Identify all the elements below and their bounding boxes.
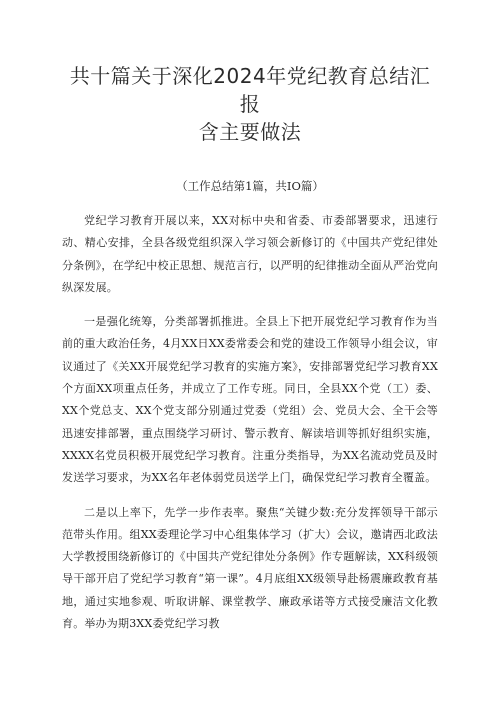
document-subtitle: （工作总结第1篇，共IO篇）	[176, 179, 324, 193]
title-line-1: 共十篇关于深化2024年党纪教育总结汇报	[69, 64, 431, 116]
paragraph-point-one: 一是强化统筹，分类部署抓推进。全县上下把开展党纪学习教育作为当前的重大政治任务，4月XX日XX委常委会和党的建设工作领导小组会议，审议通过了《关XX开展党纪学习教育的实施方案》，安排部署党纪学习教育XX个方面XX项重点任务，并成立了工作专班。同日，全县XX个党（工）委、XX个党总支、XX个党支部分别通过党委（党组）会、党员大会、全干会等迅速安排部署，重点围绕学习研讨、警示教育、解读培训等抓好组织实施，XXXX名党员积极开展党纪学习教育。注重分类指导，为XX名流动党员及时发送学习要求，为XX名年老体弱党员送学上门，确保党纪学习教育全覆盖。	[62, 315, 438, 485]
paragraph-point-two: 二是以上率下，先学一步作表率。聚焦“关键少数:充分发挥领导干部示范带头作用。组XX委理论学习中心组集体学习（扩大）会议，邀请西北政法大学教授围绕新修订的《中国共产党纪律处分条例》作专题解读，XX科级领导干部开启了党纪学习教育“第一课”。4月底组XX级领导赴杨震廉政教育基地，通过实地参观、听取讲解、课堂教学、廉政承诺等方式接受廉洁文化教育。举办为期3XX委党纪学习教	[62, 505, 438, 631]
title-line-2: 含主要做法	[198, 120, 302, 144]
paragraph-intro: 党纪学习教育开展以来，XX对标中央和省委、市委部署要求，迅速行动、精心安排，全县各级党组织深入学习领会新修订的《中国共产党纪律处分条例》，在学纪中校正思想、规范言行，以严明的纪律推动全面从严治党向纵深发展。	[62, 214, 438, 294]
document-title	[62, 62, 438, 146]
